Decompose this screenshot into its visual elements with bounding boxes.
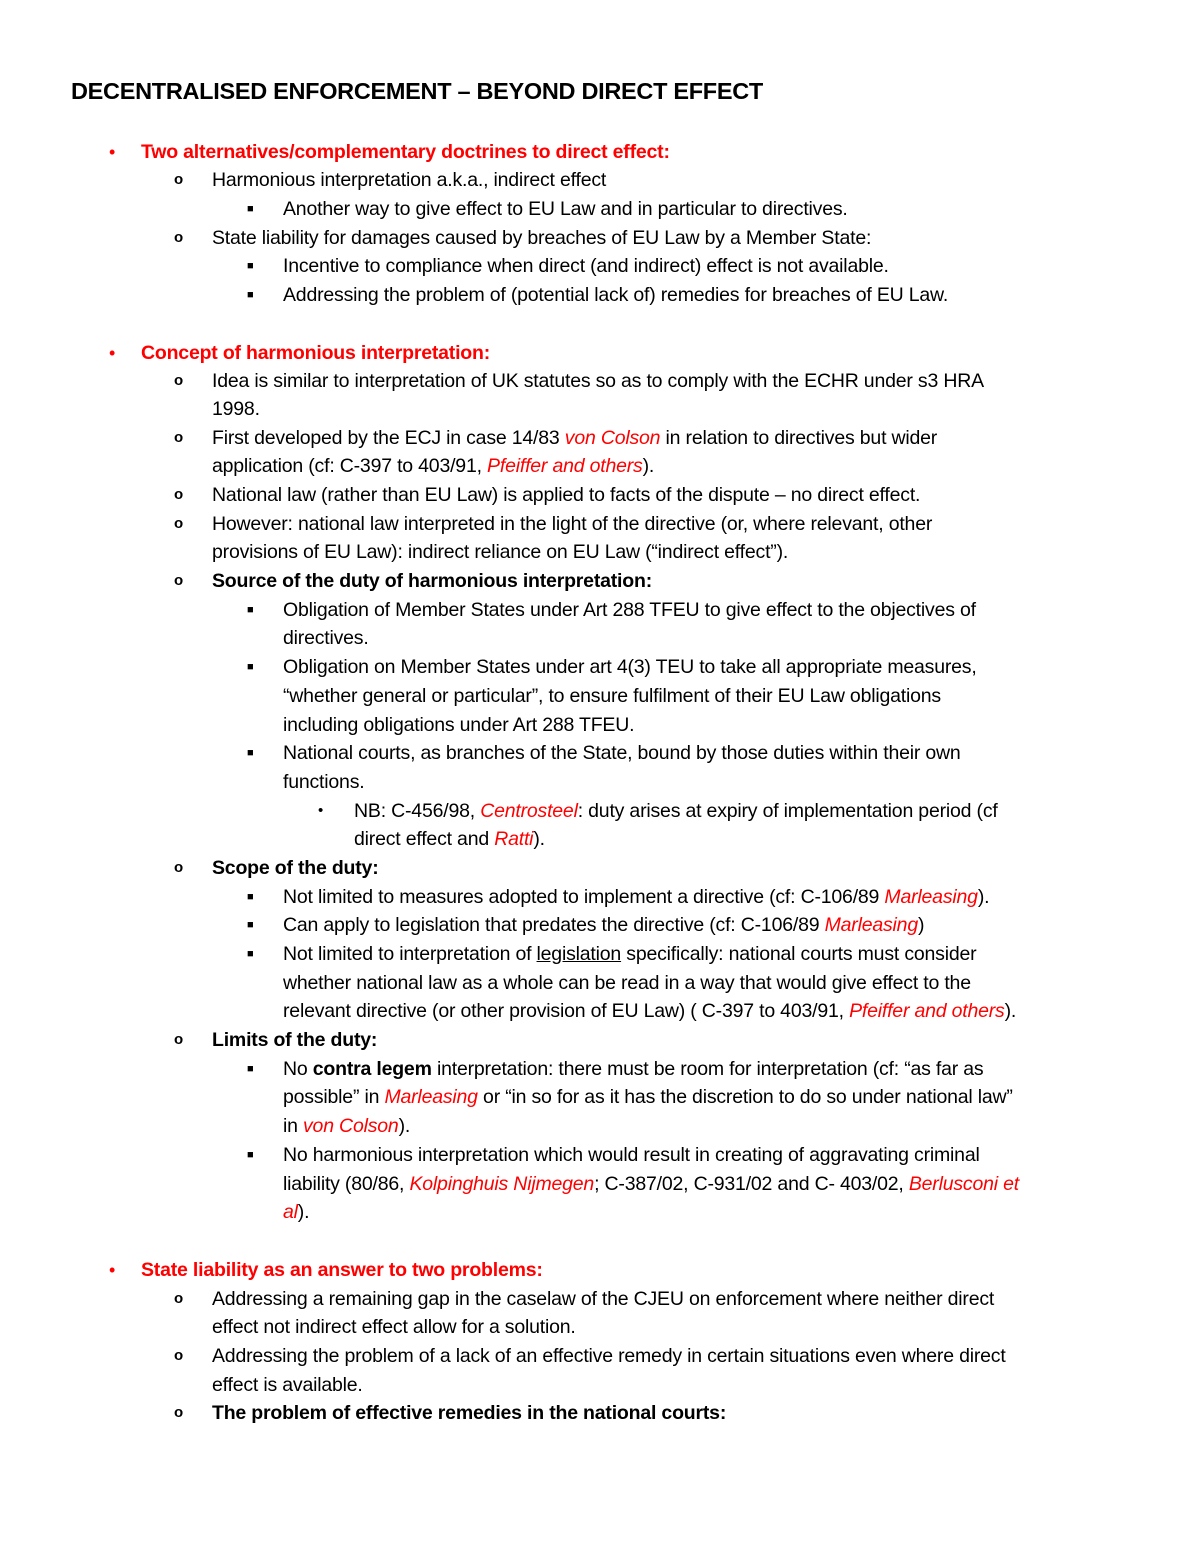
bullet-circle: o (174, 486, 184, 503)
bullet-circle: o (174, 572, 184, 589)
list-item: NB: C-456/98, Centrosteel: duty arises at expiry of implementation period (cf (354, 800, 998, 822)
list-item-continuation: direct effect and Ratti). (354, 828, 545, 850)
case-name: Pfeiffer and others (487, 455, 643, 477)
list-item: National courts, as branches of the State, bound by those duties within their own (283, 742, 961, 764)
bullet-circle: o (174, 1404, 184, 1421)
list-item: Harmonious interpretation a.k.a., indirect effect (212, 169, 607, 191)
bullet-dot: • (318, 802, 324, 819)
list-item-continuation: functions. (283, 771, 365, 793)
underlined-term: legislation (536, 943, 622, 965)
section-heading-concept: Concept of harmonious interpretation: (141, 342, 491, 364)
case-name: von Colson (303, 1115, 399, 1137)
list-item: State liability for damages caused by breaches of EU Law by a Member State: (212, 227, 872, 249)
list-item: First developed by the ECJ in case 14/83 von Colson in relation to directives but wider (212, 427, 938, 449)
bullet-circle: o (174, 859, 184, 876)
bullet-circle: o (174, 1031, 184, 1048)
list-item: Another way to give effect to EU Law and in particular to directives. (283, 198, 848, 220)
list-item-continuation: whether national law as a whole can be read in a way that would give effect to the (283, 972, 971, 994)
bullet-square: ■ (247, 289, 254, 301)
subheading-scope: Scope of the duty: (212, 857, 379, 879)
list-item-continuation: in von Colson). (283, 1115, 411, 1137)
list-item: Not limited to interpretation of legislation specifically: national courts must consider (283, 943, 977, 965)
bullet-circle: o (174, 372, 184, 389)
list-item: However: national law interpreted in the light of the directive (or, where relevant, other (212, 513, 933, 535)
bullet-dot: • (109, 142, 116, 162)
case-name: Kolpinghuis Nijmegen (409, 1173, 595, 1195)
case-name: Berlusconi et (908, 1173, 1019, 1195)
list-item: No contra legem interpretation: there must be room for interpretation (cf: “as far as (283, 1058, 984, 1080)
bullet-dot: • (109, 1260, 116, 1280)
bullet-square: ■ (247, 1149, 254, 1161)
subheading-limits: Limits of the duty: (212, 1029, 378, 1051)
bullet-square: ■ (247, 661, 254, 673)
list-item: Obligation of Member States under Art 288 TFEU to give effect to the objectives of (283, 599, 976, 621)
list-item: Addressing the problem of (potential lack of) remedies for breaches of EU Law. (283, 284, 949, 306)
subheading-effective-remedies: The problem of effective remedies in the national courts: (212, 1402, 727, 1424)
bullet-square: ■ (247, 948, 254, 960)
section-heading-state-liability: State liability as an answer to two problems: (141, 1259, 543, 1281)
case-name: Ratti (494, 828, 534, 850)
list-item-continuation: directives. (283, 627, 369, 649)
bullet-square: ■ (247, 203, 254, 215)
bullet-circle: o (174, 515, 184, 532)
list-item-continuation: 1998. (212, 398, 260, 420)
list-item: Idea is similar to interpretation of UK statutes so as to comply with the ECHR under s3 HRA (212, 370, 984, 392)
list-item-continuation: al). (283, 1201, 310, 1223)
bullet-square: ■ (247, 604, 254, 616)
list-item-continuation: effect not indirect effect allow for a solution. (212, 1316, 576, 1338)
list-item: Incentive to compliance when direct (and indirect) effect is not available. (283, 255, 889, 277)
bullet-circle: o (174, 229, 184, 246)
section-heading-alternatives: Two alternatives/complementary doctrines to direct effect: (141, 141, 670, 163)
list-item: No harmonious interpretation which would result in creating of aggravating criminal (283, 1144, 980, 1166)
document-title: DECENTRALISED ENFORCEMENT – BEYOND DIRECT EFFECT (71, 78, 763, 104)
bullet-square: ■ (247, 891, 254, 903)
list-item: National law (rather than EU Law) is applied to facts of the dispute – no direct effect. (212, 484, 921, 506)
bullet-square: ■ (247, 747, 254, 759)
list-item: Can apply to legislation that predates the directive (cf: C-106/89 Marleasing) (283, 914, 925, 936)
case-name: Centrosteel (480, 800, 578, 822)
list-item: Not limited to measures adopted to implement a directive (cf: C-106/89 Marleasing). (283, 886, 990, 908)
list-item-continuation: effect is available. (212, 1374, 363, 1396)
case-name: Marleasing (824, 914, 918, 936)
bullet-dot: • (109, 343, 116, 363)
list-item-continuation: “whether general or particular”, to ensure fulfilment of their EU Law obligations (283, 685, 941, 707)
list-item-continuation: relevant directive (or other provision of EU Law) ( C-397 to 403/91, Pfeiffer and others). (283, 1000, 1017, 1022)
case-name: von Colson (564, 427, 661, 449)
list-item: Addressing the problem of a lack of an effective remedy in certain situations even where direct (212, 1345, 1006, 1367)
list-item-continuation: possible” in Marleasing or “in so for as it has the discretion to do so under national law” (283, 1086, 1013, 1108)
bullet-square: ■ (247, 260, 254, 272)
list-item-continuation: provisions of EU Law): indirect reliance on EU Law (“indirect effect”). (212, 541, 789, 563)
bold-term: contra legem (312, 1058, 432, 1080)
case-name: Marleasing (884, 886, 978, 908)
bullet-square: ■ (247, 1063, 254, 1075)
case-name: Pfeiffer and others (849, 1000, 1005, 1022)
list-item: Obligation on Member States under art 4(3) TEU to take all appropriate measures, (283, 656, 977, 678)
case-name: al (283, 1201, 298, 1223)
bullet-square: ■ (247, 919, 254, 931)
bullet-circle: o (174, 171, 184, 188)
list-item: Addressing a remaining gap in the caselaw of the CJEU on enforcement where neither direct (212, 1288, 995, 1310)
bullet-circle: o (174, 429, 184, 446)
subheading-source: Source of the duty of harmonious interpretation: (212, 570, 652, 592)
list-item-continuation: including obligations under Art 288 TFEU. (283, 714, 635, 736)
list-item-continuation: liability (80/86, Kolpinghuis Nijmegen; C-387/02, C-931/02 and C- 403/02, Berlusconi et (283, 1173, 1019, 1195)
case-name: Marleasing (384, 1086, 478, 1108)
list-item-continuation: application (cf: C-397 to 403/91, Pfeiffer and others). (212, 455, 655, 477)
bullet-circle: o (174, 1290, 184, 1307)
bullet-circle: o (174, 1347, 184, 1364)
